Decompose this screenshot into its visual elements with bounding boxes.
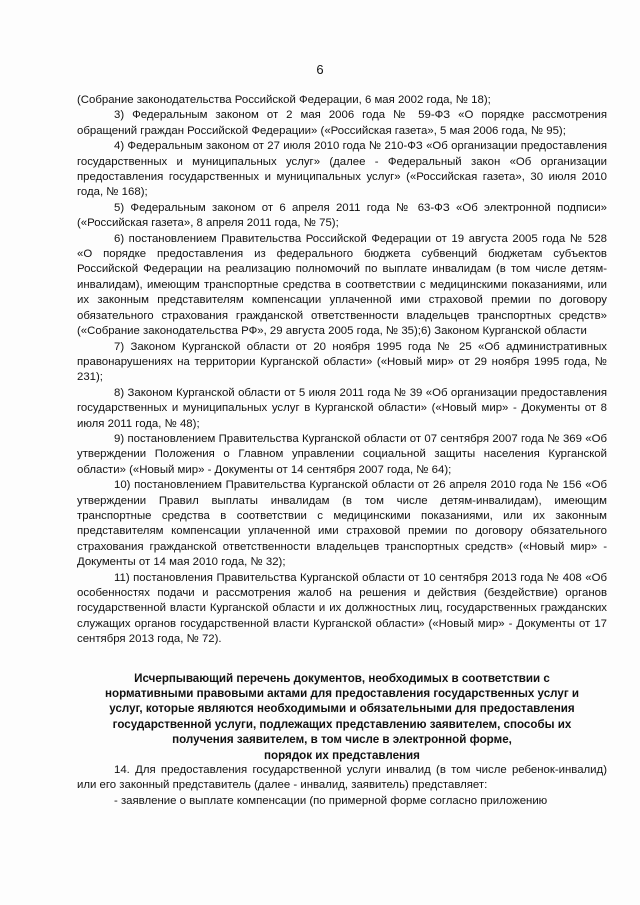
document-body xyxy=(77,93,607,809)
paragraph: 14. Для предоставления государственной услуги инвалид (в том числе ребенок-инвалид) или его законный представитель (далее - инвалид, заявитель) представляет: xyxy=(77,764,607,792)
paragraph: 9) постановлением Правительства Курганской области от 07 сентября 2007 года № 369 «Об утверждении Положения о Главном управлении социальной защиты населения Курганской области» («Новый мир» - Документы от 14 сентября 2007 года, № 64); xyxy=(77,432,607,476)
page-number: 6 xyxy=(316,62,324,77)
paragraph: 8) Законом Курганской области от 5 июля 2011 года № 39 «Об организации предоставления государственных и муниципальных услуг в Курганской области» («Новый мир» - Документы от 8 июля 2011 года, № 48); xyxy=(77,386,607,430)
paragraph: 4) Федеральным законом от 27 июля 2010 года № 210-ФЗ «Об организации предоставления государственных и муниципальных услуг» (далее - Федеральный закон «Об организации предоставления государственных и муниципальных услуг» («Российская газета», 30 июля 2010 года, № 168); xyxy=(77,140,607,199)
heading-line: получения заявителем, в том числе в электронной форме, xyxy=(172,733,512,747)
heading-line: государственной услуги, подлежащих представлению заявителем, способы их xyxy=(112,717,572,731)
paragraph: 5) Федеральным законом от 6 апреля 2011 года № 63-ФЗ «Об электронной подписи» («Российская газета», 8 апреля 2011 года, № 75); xyxy=(77,201,607,230)
heading-line: нормативными правовыми актами для предоставления государственных услуг и xyxy=(104,687,579,701)
heading-line: Исчерпывающий перечень документов, необходимых в соответствии с xyxy=(134,671,550,685)
paragraph: 11) постановления Правительства Курганской области от 10 сентября 2013 года № 408 «Об особенностях подачи и рассмотрения жалоб на решения и действия (бездействие) органов государственной власти Курганской области и их должностных лиц, государственных гражданских служащих органов государственной власти Курганской области» («Новый мир» - Документы от 17 сентября 2013 года, № 72). xyxy=(77,571,607,646)
heading-line: услуг, которые являются необходимыми и обязательными для предоставления xyxy=(109,702,575,716)
paragraph: 3) Федеральным законом от 2 мая 2006 года № 59-ФЗ «О порядке рассмотрения обращений граждан Российской Федерации» («Российская газета», 5 мая 2006 года, № 95); xyxy=(77,109,607,137)
paragraph: 6) постановлением Правительства Российской Федерации от 19 августа 2005 года № 528 «О порядке предоставления из федерального бюджета субвенций бюджетам субъектов Российской Федерации на реализацию полномочий по выплате инвалидам (в том числе детям-инвалидам), имеющим транспортные средства в соответствии с медицинскими показаниями, или их законным представителям компенсации уплаченной ими страховой премии по договору обязательного страхования гражданской ответственности владельцев транспортных средств» («Собрание законодательства РФ», 29 августа 2005 года, № 35);6) Законом Курганской области xyxy=(77,232,607,338)
paragraph: (Собрание законодательства Российской Федерации, 6 мая 2002 года, № 18); xyxy=(77,94,491,106)
paragraph: 7) Законом Курганской области от 20 ноября 1995 года № 25 «Об административных правонарушениях на территории Курганской области» («Новый мир» от 29 ноября 1995 года, № 231); xyxy=(77,340,607,384)
paragraph: 10) постановлением Правительства Курганской области от 26 апреля 2010 года № 156 «Об утверждении Правил выплаты инвалидам (в том числе детям-инвалидам), имеющим транспортные средства в соответствии с медицинскими показаниями, или их законным представителям компенсации уплаченной ими страховой премии по договору обязательного страхования гражданской ответственности владельцев транспортных средств» («Новый мир» - Документы от 14 мая 2010 года, № 32); xyxy=(77,479,607,569)
list-item: - заявление о выплате компенсации (по примерной форме согласно приложению xyxy=(114,794,548,807)
heading-line: порядок их представления xyxy=(264,748,420,762)
section-heading xyxy=(77,671,607,763)
